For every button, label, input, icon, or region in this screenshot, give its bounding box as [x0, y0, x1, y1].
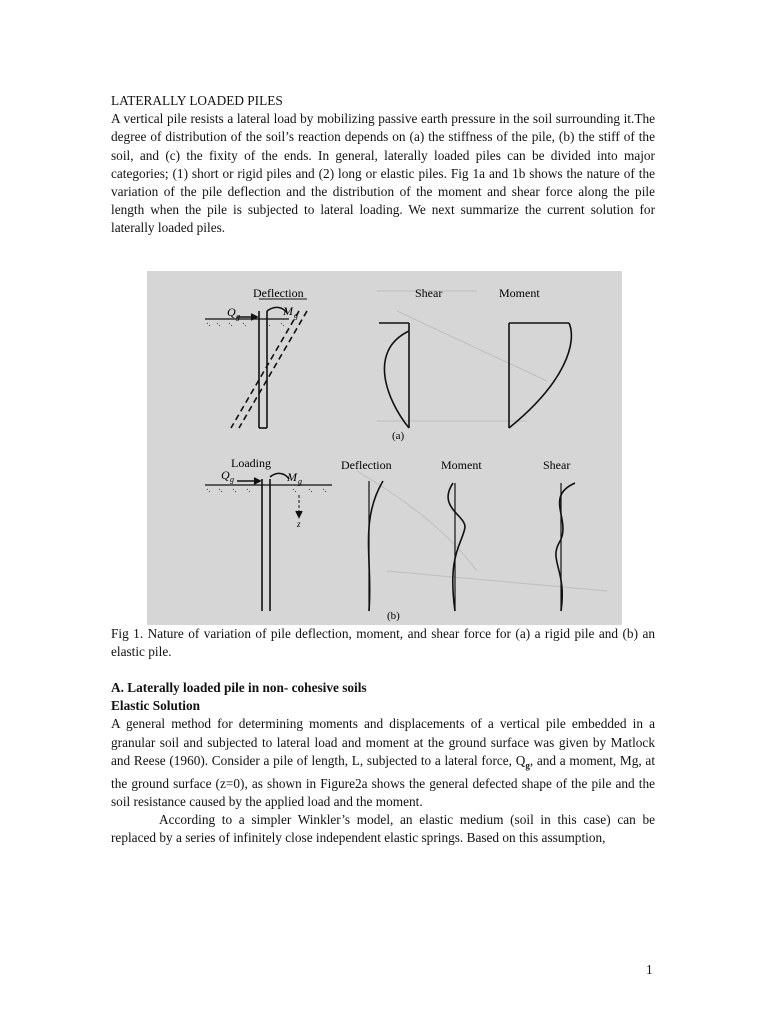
subsection-heading: Elastic Solution [111, 698, 201, 714]
page-number: 1 [646, 962, 653, 977]
elastic-solution-paragraph [111, 715, 655, 811]
figure-caption: Fig 1. Nature of variation of pile deflection, moment, and shear force for (a) a rigid pile and (b) an elastic pile. [111, 626, 655, 660]
label-shear-b: Shear [543, 458, 571, 472]
winkler-paragraph: According to a simpler Winkler’s model, an elastic medium (soil in this case) can be replaced by a series of infinitely close independent elastic springs. Based on this assumption, [111, 812, 655, 846]
page-title: LATERALLY LOADED PILES [111, 93, 283, 108]
figure-background [147, 271, 622, 625]
paragraph-text-2: , and a moment, Mg, at the ground surface (z=0), as shown in Figure2a shows the general defected shape of the pile and the soil resistance caused by the applied load and the moment. [111, 752, 656, 809]
intro-paragraph: A vertical pile resists a lateral load by mobilizing passive earth pressure in the soil surrounding it.The degree of distribution of the soil’s reaction depends on (a) the stiffness of the pile, (b) the stiff of the soil, and (c) the fixity of the ends. In general, laterally loaded piles can be divided into major categories; (1) short or rigid piles and (2) long or elastic piles. Fig 1a and 1b shows the nature of the variation of the pile deflection and the distribution of the moment and shear force along the pile length when the pile is subjected to lateral loading. We next summarize the current solution for laterally loaded piles. [111, 111, 655, 236]
panel-label-b: (b) [387, 610, 400, 622]
document-body [111, 92, 655, 238]
subscript-g: g [525, 760, 530, 771]
label-loading-b: Loading [231, 456, 271, 470]
figure-1-drawing [147, 271, 622, 625]
label-load-b: Q [221, 468, 230, 482]
section-a [111, 679, 655, 847]
section-heading: A. Laterally loaded pile in non- cohesive soils [111, 680, 367, 695]
label-shear-a: Shear [415, 286, 443, 300]
label-moment-b: Moment [441, 458, 482, 472]
label-moment-symbol-b: M [287, 470, 297, 484]
figure-1 [147, 271, 622, 625]
label-depth-b: z [297, 519, 301, 529]
label-load-a: Q [227, 305, 236, 319]
panel-label-a: (a) [392, 430, 405, 442]
label-load-sub-a: g [236, 312, 240, 321]
label-moment-sub-a: g [294, 311, 298, 320]
label-deflection-a: Deflection [253, 286, 304, 300]
label-load-sub-b: g [230, 475, 234, 484]
paragraph-text-1: A general method for determining moments and displacements of a vertical pile embedded in a granular soil and subjected to lateral load and moment at the ground surface was given by Matlock and Reese (1960). Consider a pile of length, L, subjected to a lateral force, Q [111, 716, 655, 768]
label-moment-sub-b: g [298, 477, 302, 486]
label-moment-symbol-a: M [283, 304, 293, 318]
label-moment-a: Moment [499, 286, 540, 300]
label-deflection-b: Deflection [341, 458, 392, 472]
